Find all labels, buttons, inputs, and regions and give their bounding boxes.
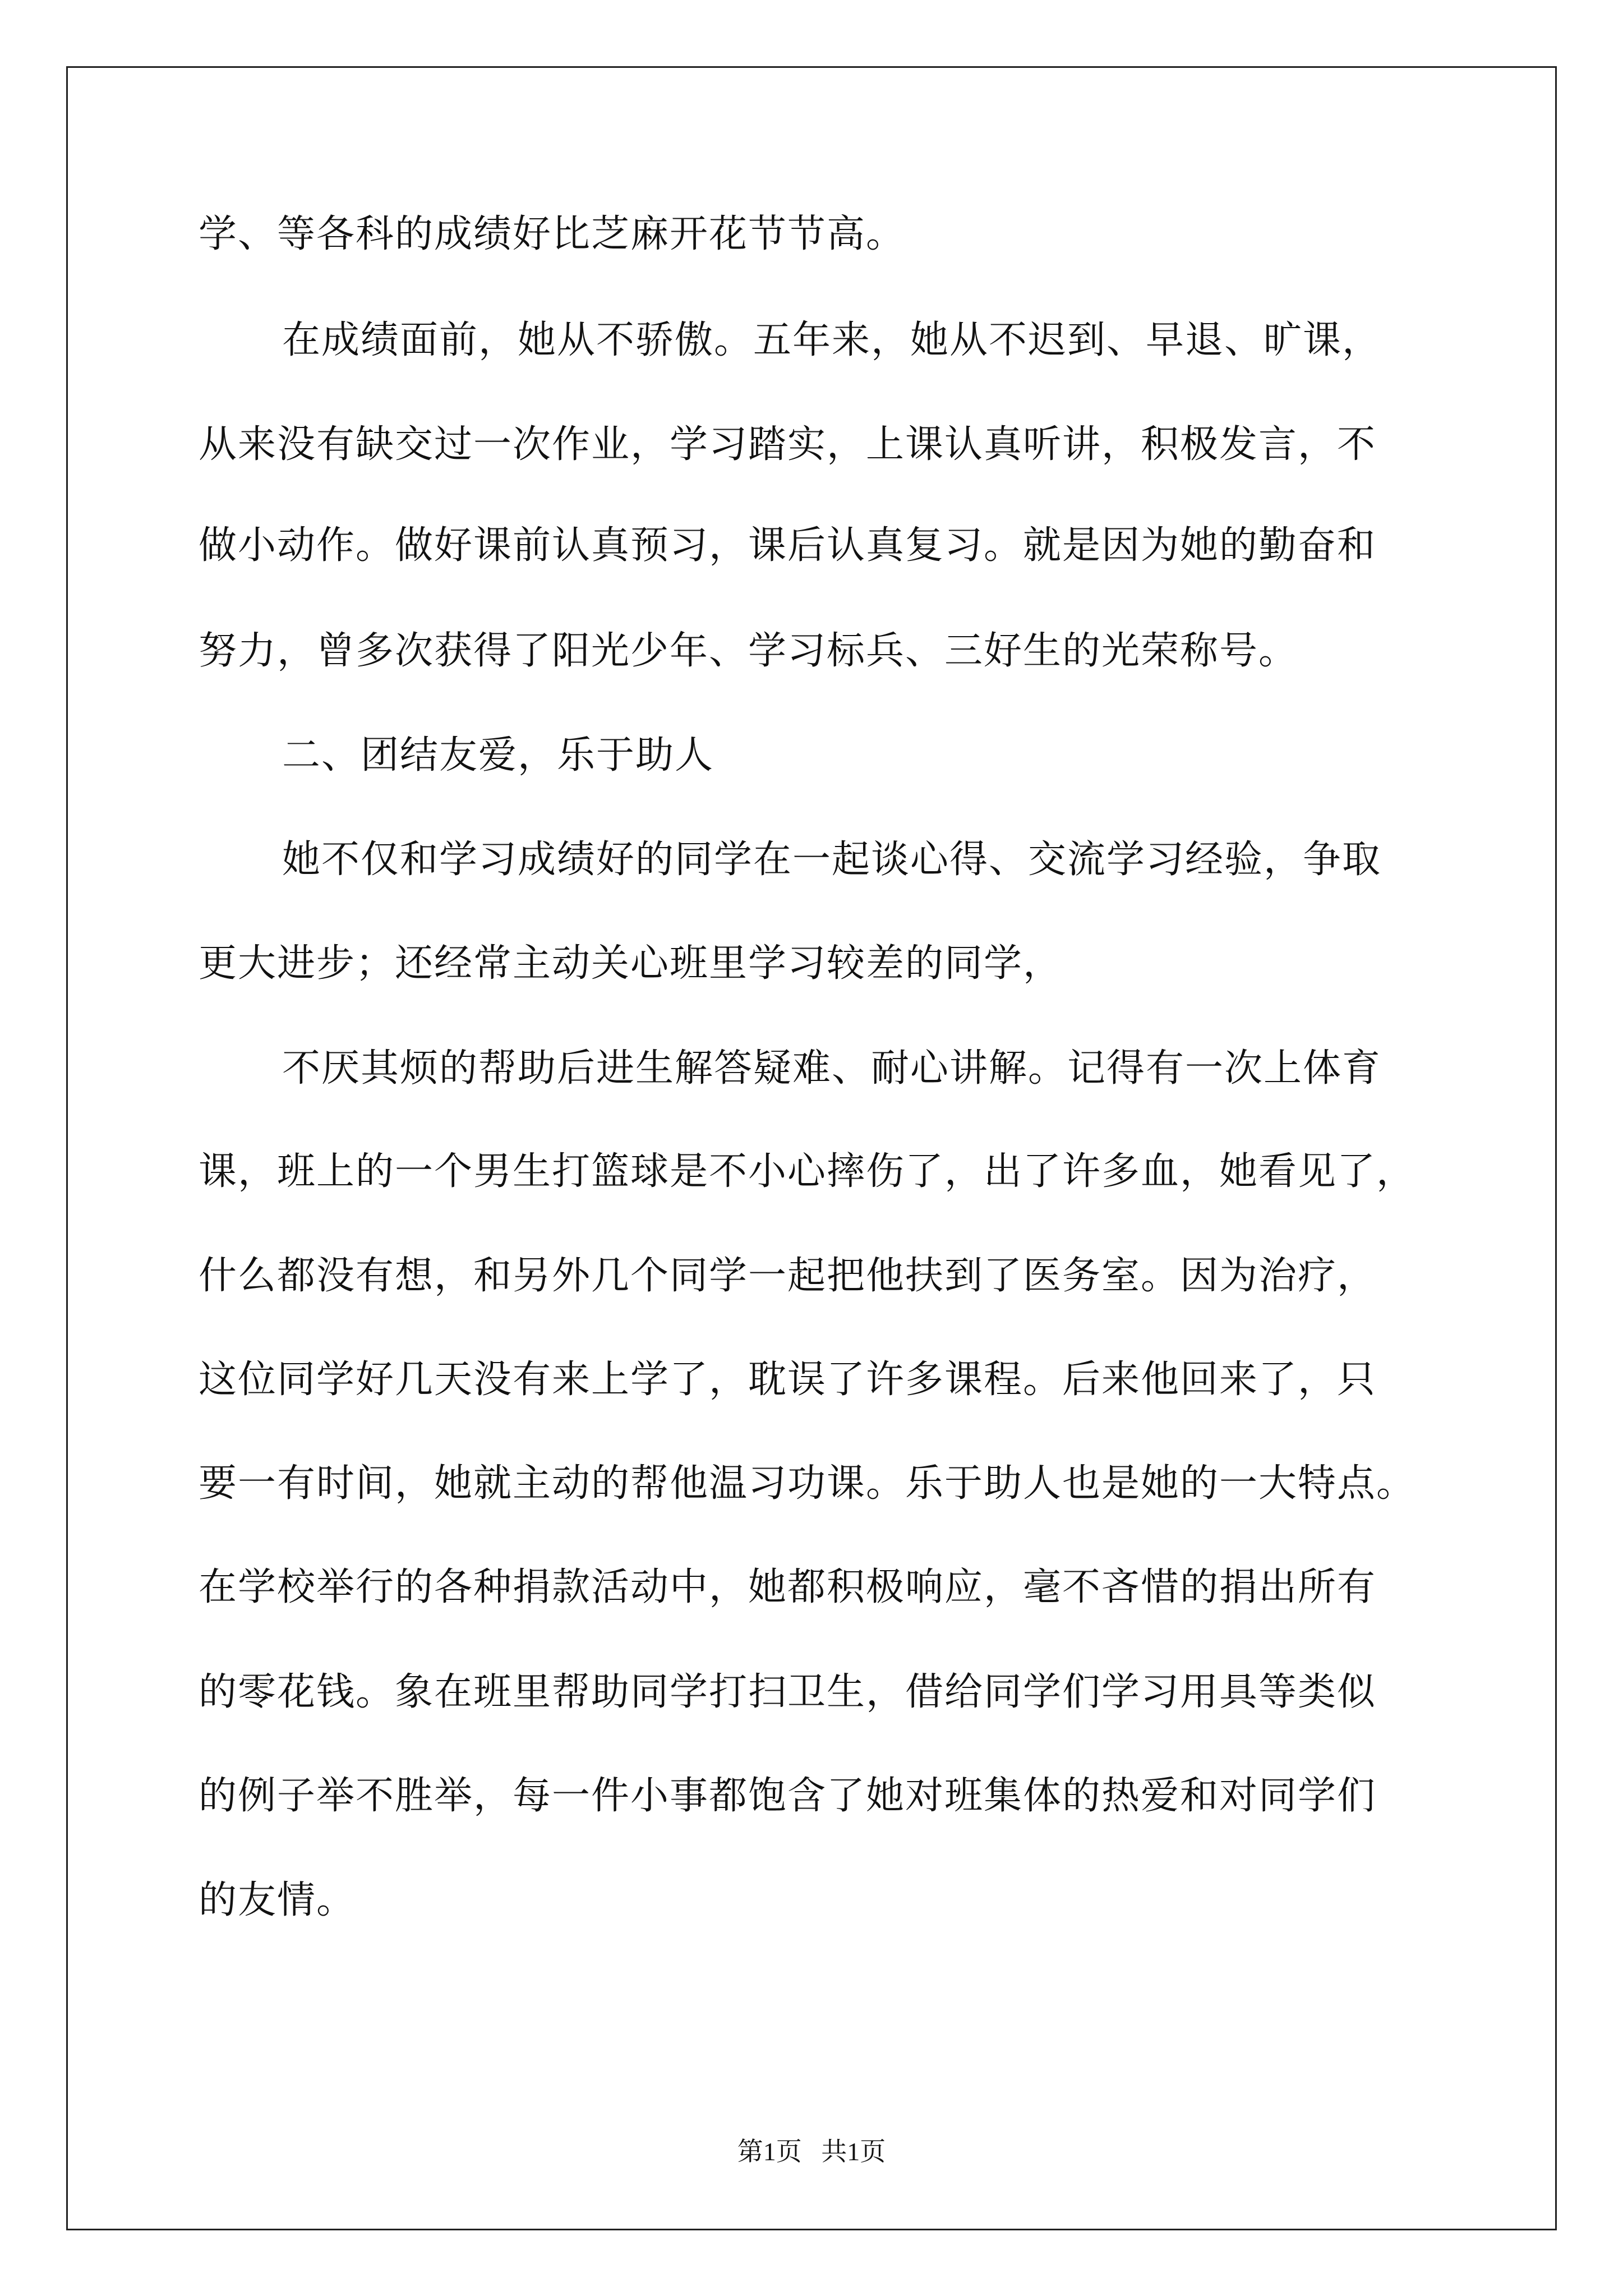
- text-line-10: 课，班上的一个男生打篮球是不小心摔伤了，出了许多血，她看见了，: [199, 1149, 1416, 1194]
- text-line-16: 的例子举不胜举，每一件小事都饱含了她对班集体的热爱和对同学们: [199, 1774, 1377, 1818]
- text-line-7: 她不仅和学习成绩好的同学在一起谈心得、交流学习经验，争取: [282, 838, 1382, 882]
- text-line-9: 不厌其烦的帮助后进生解答疑难、耐心讲解。记得有一次上体育: [282, 1046, 1382, 1091]
- text-line-12: 这位同学好几天没有来上学了，耽误了许多课程。后来他回来了，只: [199, 1358, 1377, 1402]
- text-line-3: 从来没有缺交过一次作业，学习踏实，上课认真听讲，积极发言，不: [199, 422, 1377, 467]
- text-line-13: 要一有时间，她就主动的帮他温习功课。乐于助人也是她的一大特点。: [199, 1461, 1416, 1506]
- text-line-14: 在学校举行的各种捐款活动中，她都积极响应，毫不吝惜的捐出所有: [199, 1565, 1377, 1609]
- text-line-15: 的零花钱。象在班里帮助同学打扫卫生，借给同学们学习用具等类似: [199, 1670, 1377, 1714]
- text-line-5: 努力，曾多次获得了阳光少年、学习标兵、三好生的光荣称号。: [199, 629, 1298, 673]
- text-line-1: 学、等各科的成绩好比芝麻开花节节高。: [199, 212, 906, 256]
- text-line-17: 的友情。: [199, 1878, 356, 1922]
- text-line-8: 更大进步；还经常主动关心班里学习较差的同学，: [199, 941, 1063, 986]
- text-line-2: 在成绩面前，她从不骄傲。五年来，她从不迟到、早退、旷课，: [282, 318, 1382, 362]
- text-line-11: 什么都没有想，和另外几个同学一起把他扶到了医务室。因为治疗，: [199, 1254, 1377, 1298]
- text-line-4: 做小动作。做好课前认真预习，课后认真复习。就是因为她的勤奋和: [199, 523, 1377, 568]
- page-footer: 第1页 共1页: [737, 2137, 886, 2166]
- section-heading: 二、团结友爱，乐于助人: [282, 733, 714, 777]
